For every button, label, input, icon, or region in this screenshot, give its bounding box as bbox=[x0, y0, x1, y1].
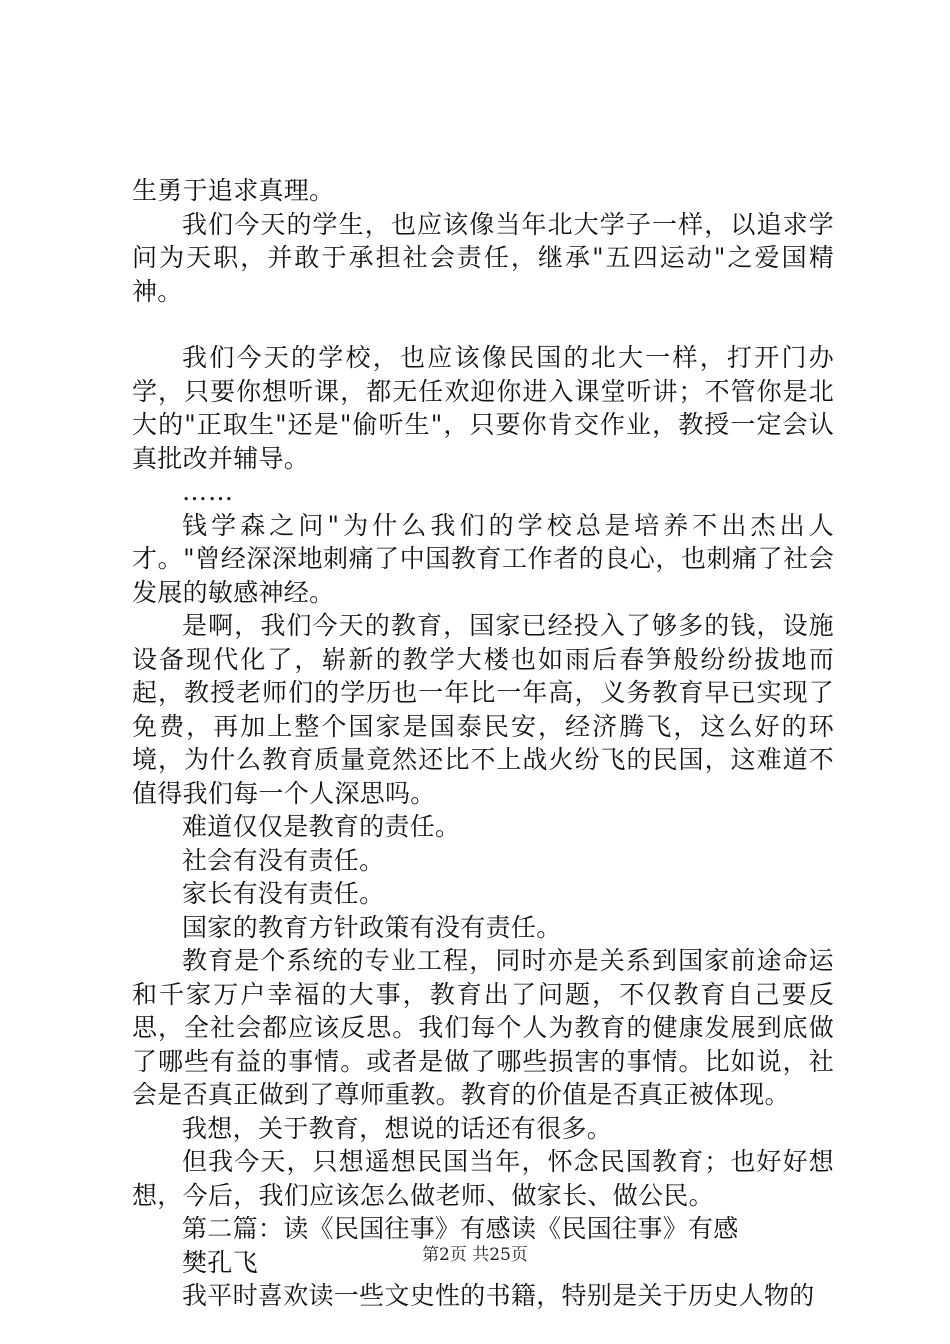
paragraph-more-to-say: 我想，关于教育，想说的话还有很多。 bbox=[182, 1113, 613, 1143]
page-number: 第2页 共25页 bbox=[422, 1245, 528, 1265]
ellipsis-line: …… bbox=[182, 477, 234, 506]
paragraph-continuation: 生勇于追求真理。 bbox=[132, 176, 335, 205]
paragraph-education-today: 是啊，我们今天的教育，国家已经投入了够多的钱，设施设备现代化了，崭新的教学大楼也如雨后春笋般纷纷拔地而起，教授老师们的学历也一年比一年高，义务教育早已实现了免费，再加上整个国家是国泰民安，经济腾飞，这么好的环境，为什么教育质量竟然还比不上战火纷飞的民国，这难道不值得我们每一个人深思吗。 bbox=[132, 611, 834, 808]
paragraph-reading-habits: 我平时喜欢读一些文史性的书籍，特别是关于历史人物的 bbox=[182, 1281, 815, 1310]
paragraph-systematic-project: 教育是个系统的专业工程，同时亦是关系到国家前途命运和千家万户幸福的大事，教育出了问题，不仅教育自己要反思，全社会都应该反思。我们每个人为教育的健康发展到底做了哪些有益的事情。或者是做了哪些损害的事情。比如说，社会是否真正做到了尊师重教。教育的价值是否真正被体现。 bbox=[132, 946, 834, 1109]
paragraph-question-society: 社会有没有责任。 bbox=[182, 845, 385, 875]
paragraph-schools: 我们今天的学校，也应该像民国的北大一样，打开门办学，只要你想听课，都无任欢迎你进入课堂听讲；不管你是北大的"正取生"还是"偷听生"，只要你肯交作业，教授一定会认真批改并辅导。 bbox=[132, 343, 834, 473]
section-heading: 第二篇：读《民国往事》有感读《民国往事》有感 bbox=[182, 1214, 739, 1243]
body-text bbox=[132, 174, 834, 1313]
paragraph-qian-xuesen: 钱学森之问"为什么我们的学校总是培养不出杰出人才。"曾经深深地刺痛了中国教育工作者的良心，也刺痛了社会发展的敏感神经。 bbox=[132, 510, 834, 607]
paragraph-students: 我们今天的学生，也应该像当年北大学子一样，以追求学问为天职，并敢于承担社会责任，继承"五四运动"之爱国精神。 bbox=[132, 209, 834, 306]
paragraph-reminisce: 但我今天，只想遥想民国当年，怀念民国教育；也好好想想，今后，我们应该怎么做老师、做家长、做公民。 bbox=[132, 1147, 834, 1210]
paragraph-question-education: 难道仅仅是教育的责任。 bbox=[182, 812, 461, 841]
author-name: 樊孔飞 bbox=[182, 1247, 258, 1277]
paragraph-question-parents: 家长有没有责任。 bbox=[182, 879, 385, 908]
paragraph-question-policy: 国家的教育方针政策有没有责任。 bbox=[182, 912, 562, 942]
